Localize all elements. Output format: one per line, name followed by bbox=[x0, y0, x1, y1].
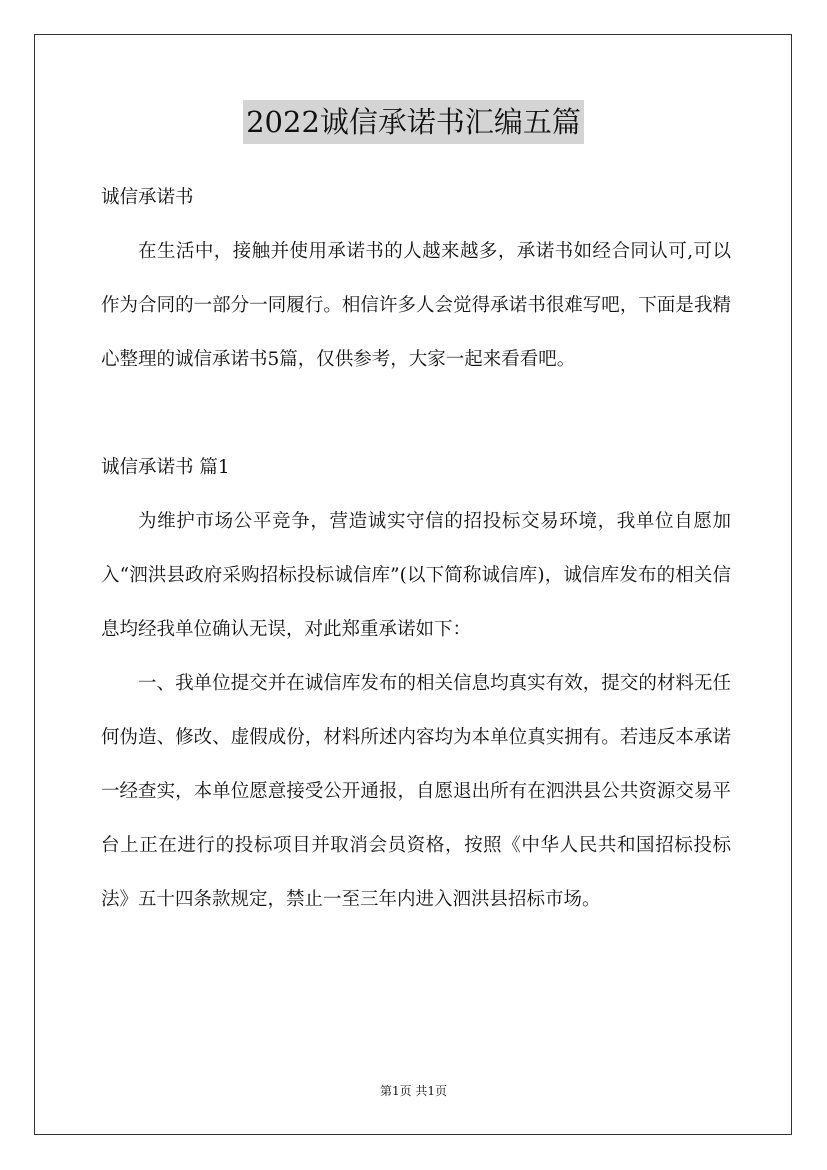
section-heading: 诚信承诺书 篇1 bbox=[101, 457, 230, 478]
section-spacer bbox=[101, 387, 731, 441]
document-title: 2022诚信承诺书汇编五篇 bbox=[243, 100, 584, 144]
section-paragraph-2: 一、我单位提交并在诚信库发布的相关信息均真实有效，提交的材料无任何伪造、修改、虚假成份，材料所述内容均为本单位真实拥有。若违反本承诺一经查实，本单位愿意接受公开通报，自愿退出所有在泗洪县公共资源交易平台上正在进行的投标项目并取消会员资格，按照《中华人民共和国招标投标法》五十四条款规定，禁止一至三年内进入泗洪县招标市场。 bbox=[101, 673, 731, 910]
title-area bbox=[0, 100, 827, 144]
page-footer: 第1页 共1页 bbox=[379, 1084, 448, 1098]
section-paragraph-1: 为维护市场公平竞争，营造诚实守信的招投标交易环境，我单位自愿加入“泗洪县政府采购招标投标诚信库”(以下简称诚信库)，诚信库发布的相关信息均经我单位确认无误，对此郑重承诺如下： bbox=[101, 511, 731, 640]
intro-paragraph: 在生活中，接触并使用承诺书的人越来越多，承诺书如经合同认可,可以作为合同的一部分一同履行。相信许多人会觉得承诺书很难写吧，下面是我精心整理的诚信承诺书5篇，仅供参考，大家一起来看看吧。 bbox=[101, 241, 731, 370]
intro-heading: 诚信承诺书 bbox=[101, 187, 194, 208]
document-body bbox=[101, 171, 731, 927]
